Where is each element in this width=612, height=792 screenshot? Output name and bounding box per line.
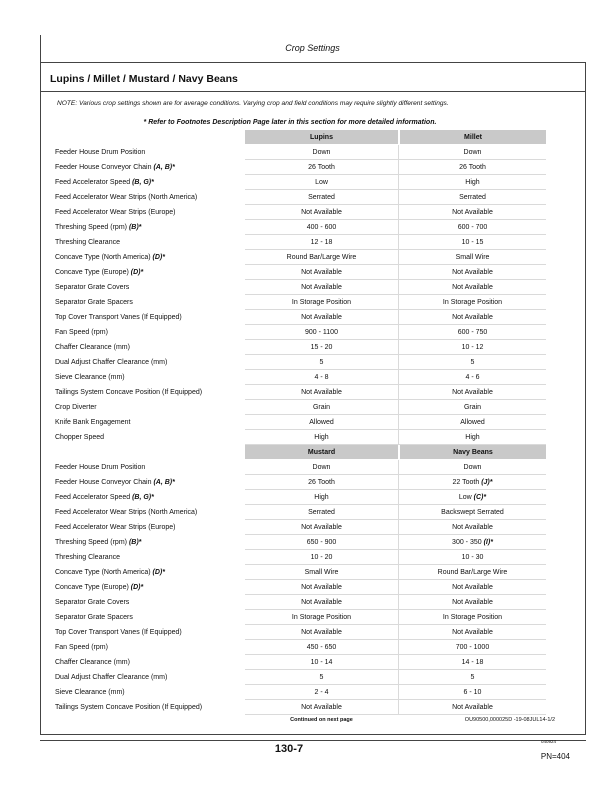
setting-label: Dual Adjust Chaffer Clearance (mm) bbox=[55, 674, 168, 681]
navy-beans-value: 6 - 10 bbox=[398, 685, 546, 700]
setting-label-cell bbox=[52, 685, 245, 700]
mustard-value: Down bbox=[245, 460, 398, 475]
setting-label: Feeder House Conveyor Chain bbox=[55, 164, 152, 171]
navy-beans-value-text: 300 - 350 bbox=[452, 539, 482, 546]
setting-label-cell bbox=[52, 505, 245, 520]
lupins-value: In Storage Position bbox=[245, 295, 398, 310]
setting-row bbox=[52, 265, 546, 280]
setting-label-cell bbox=[52, 625, 245, 640]
setting-row bbox=[52, 430, 546, 445]
setting-label: Separator Grate Covers bbox=[55, 599, 130, 606]
setting-label-cell bbox=[52, 295, 245, 310]
footnote-ref: (B)* bbox=[128, 224, 142, 231]
millet-column-header: Millet bbox=[398, 130, 546, 145]
footnote-ref: (J)* bbox=[481, 479, 493, 486]
footnote-reference-text: * Refer to Footnotes Description Page later in this section for more detailed information. bbox=[143, 119, 437, 126]
footnote-ref: (I)* bbox=[483, 539, 493, 546]
setting-label-cell bbox=[52, 475, 245, 490]
navy-beans-value: Not Available bbox=[398, 520, 546, 535]
setting-label-cell bbox=[52, 160, 245, 175]
setting-label: Concave Type (Europe) bbox=[55, 269, 129, 276]
setting-label-cell bbox=[52, 610, 245, 625]
setting-label: Feed Accelerator Wear Strips (Europe) bbox=[55, 524, 176, 531]
setting-label: Crop Diverter bbox=[55, 404, 97, 411]
navy-beans-value: Not Available bbox=[398, 595, 546, 610]
footnote-ref: (C)* bbox=[473, 494, 487, 501]
setting-row bbox=[52, 595, 546, 610]
title-divider bbox=[40, 91, 586, 92]
setting-label-cell bbox=[52, 145, 245, 160]
setting-label: Feed Accelerator Speed bbox=[55, 179, 131, 186]
setting-row bbox=[52, 160, 546, 175]
setting-label: Threshing Speed (rpm) bbox=[55, 224, 127, 231]
setting-row bbox=[52, 505, 546, 520]
setting-label-cell bbox=[52, 280, 245, 295]
setting-row bbox=[52, 145, 546, 160]
setting-label: Feed Accelerator Wear Strips (North America) bbox=[55, 509, 198, 516]
setting-row bbox=[52, 370, 546, 385]
setting-label: Tailings System Concave Position (If Equipped) bbox=[55, 704, 203, 711]
navy-beans-value-text: 22 Tooth bbox=[452, 479, 480, 486]
setting-label-cell bbox=[52, 670, 245, 685]
setting-row bbox=[52, 550, 546, 565]
millet-value: High bbox=[398, 175, 546, 190]
setting-row bbox=[52, 640, 546, 655]
footnote-ref: (D)* bbox=[130, 269, 144, 276]
setting-row bbox=[52, 655, 546, 670]
millet-value: Not Available bbox=[398, 385, 546, 400]
navy-beans-value: 700 - 1000 bbox=[398, 640, 546, 655]
footnote-ref: (A, B)* bbox=[153, 479, 175, 486]
setting-row bbox=[52, 610, 546, 625]
footnote-ref: (A, B)* bbox=[153, 164, 175, 171]
setting-label-cell bbox=[52, 175, 245, 190]
setting-row bbox=[52, 190, 546, 205]
millet-value: High bbox=[398, 430, 546, 445]
setting-label-cell bbox=[52, 460, 245, 475]
setting-label: Sieve Clearance (mm) bbox=[55, 689, 125, 696]
footnote-ref: (D)* bbox=[130, 584, 144, 591]
mustard-value: Not Available bbox=[245, 700, 398, 715]
header-blank-cell bbox=[52, 130, 245, 145]
navy-beans-value bbox=[398, 490, 546, 505]
millet-value: Down bbox=[398, 145, 546, 160]
setting-row bbox=[52, 700, 546, 715]
mustard-value: Not Available bbox=[245, 580, 398, 595]
setting-label-cell bbox=[52, 220, 245, 235]
mustard-value: 5 bbox=[245, 670, 398, 685]
setting-label-cell bbox=[52, 325, 245, 340]
mustard-value: 2 - 4 bbox=[245, 685, 398, 700]
setting-row bbox=[52, 325, 546, 340]
setting-label: Concave Type (Europe) bbox=[55, 584, 129, 591]
setting-row bbox=[52, 535, 546, 550]
setting-row bbox=[52, 565, 546, 580]
millet-value: 26 Tooth bbox=[398, 160, 546, 175]
setting-label-cell bbox=[52, 490, 245, 505]
millet-value: Not Available bbox=[398, 280, 546, 295]
lupins-value: Not Available bbox=[245, 205, 398, 220]
setting-label: Knife Bank Engagement bbox=[55, 419, 131, 426]
navy-beans-value: 14 - 18 bbox=[398, 655, 546, 670]
crop-settings-table bbox=[52, 130, 546, 715]
setting-label-cell bbox=[52, 700, 245, 715]
setting-row bbox=[52, 490, 546, 505]
setting-label-cell bbox=[52, 385, 245, 400]
mustard-value: Small Wire bbox=[245, 565, 398, 580]
running-header-title: Crop Settings bbox=[285, 43, 340, 53]
millet-value: Not Available bbox=[398, 265, 546, 280]
setting-label: Tailings System Concave Position (If Equipped) bbox=[55, 389, 203, 396]
lupins-value: 5 bbox=[245, 355, 398, 370]
millet-value: 600 - 700 bbox=[398, 220, 546, 235]
crop-header-row bbox=[52, 130, 546, 145]
setting-label-cell bbox=[52, 565, 245, 580]
footnote-ref: (B, G)* bbox=[132, 179, 154, 186]
setting-row bbox=[52, 175, 546, 190]
setting-label: Dual Adjust Chaffer Clearance (mm) bbox=[55, 359, 168, 366]
setting-row bbox=[52, 580, 546, 595]
mustard-value: High bbox=[245, 490, 398, 505]
lupins-value: Allowed bbox=[245, 415, 398, 430]
setting-label: Feed Accelerator Wear Strips (Europe) bbox=[55, 209, 176, 216]
millet-value: Serrated bbox=[398, 190, 546, 205]
lupins-value: Serrated bbox=[245, 190, 398, 205]
setting-row bbox=[52, 340, 546, 355]
setting-row bbox=[52, 280, 546, 295]
setting-label: Fan Speed (rpm) bbox=[55, 329, 108, 336]
header-blank-cell bbox=[52, 445, 245, 460]
setting-label-cell bbox=[52, 235, 245, 250]
footnote-ref: (D)* bbox=[152, 254, 165, 261]
setting-label: Chaffer Clearance (mm) bbox=[55, 659, 130, 666]
setting-label: Separator Grate Spacers bbox=[55, 614, 133, 621]
setting-label: Feed Accelerator Wear Strips (North America) bbox=[55, 194, 198, 201]
mustard-column-header: Mustard bbox=[245, 445, 398, 460]
setting-label-cell bbox=[52, 430, 245, 445]
navy-beans-value: Backswept Serrated bbox=[398, 505, 546, 520]
pn-number: PN=404 bbox=[540, 752, 570, 761]
setting-label-cell bbox=[52, 355, 245, 370]
setting-row bbox=[52, 670, 546, 685]
print-code: 040924 bbox=[540, 739, 556, 744]
millet-value: Not Available bbox=[398, 310, 546, 325]
setting-label-cell bbox=[52, 595, 245, 610]
mustard-value: 450 - 650 bbox=[245, 640, 398, 655]
lupins-value: 4 - 8 bbox=[245, 370, 398, 385]
setting-label: Separator Grate Covers bbox=[55, 284, 130, 291]
lupins-value: Grain bbox=[245, 400, 398, 415]
mustard-value: 650 - 900 bbox=[245, 535, 398, 550]
crop-header-row bbox=[52, 445, 546, 460]
setting-label: Concave Type (North America) bbox=[55, 254, 151, 261]
navy-beans-value bbox=[398, 475, 546, 490]
setting-label-cell bbox=[52, 190, 245, 205]
setting-row bbox=[52, 295, 546, 310]
mustard-value: 10 - 14 bbox=[245, 655, 398, 670]
navy-beans-value: 10 - 30 bbox=[398, 550, 546, 565]
millet-value: Small Wire bbox=[398, 250, 546, 265]
millet-value: Not Available bbox=[398, 205, 546, 220]
setting-label: Top Cover Transport Vanes (If Equipped) bbox=[55, 314, 182, 321]
page-number: 130-7 bbox=[274, 743, 304, 755]
setting-label-cell bbox=[52, 580, 245, 595]
setting-label: Chaffer Clearance (mm) bbox=[55, 344, 130, 351]
setting-row bbox=[52, 685, 546, 700]
setting-row bbox=[52, 520, 546, 535]
setting-row bbox=[52, 385, 546, 400]
setting-row bbox=[52, 250, 546, 265]
setting-label-cell bbox=[52, 400, 245, 415]
note-text: NOTE: Various crop settings shown are for average conditions. Varying crop and field conditions may require slightly different settings. bbox=[57, 100, 449, 107]
lupins-value: Not Available bbox=[245, 280, 398, 295]
mustard-value: Not Available bbox=[245, 625, 398, 640]
mustard-value: In Storage Position bbox=[245, 610, 398, 625]
millet-value: 5 bbox=[398, 355, 546, 370]
mustard-value: Serrated bbox=[245, 505, 398, 520]
lupins-column-header: Lupins bbox=[245, 130, 398, 145]
millet-value: Grain bbox=[398, 400, 546, 415]
lupins-value: Not Available bbox=[245, 265, 398, 280]
millet-value: 10 - 15 bbox=[398, 235, 546, 250]
setting-label: Threshing Speed (rpm) bbox=[55, 539, 127, 546]
continued-notice: Continued on next page bbox=[290, 717, 353, 723]
setting-label: Feed Accelerator Speed bbox=[55, 494, 131, 501]
navy-beans-value: Not Available bbox=[398, 700, 546, 715]
setting-label-cell bbox=[52, 535, 245, 550]
millet-value: 4 - 6 bbox=[398, 370, 546, 385]
setting-label-cell bbox=[52, 655, 245, 670]
setting-label: Chopper Speed bbox=[55, 434, 105, 441]
lupins-value: Round Bar/Large Wire bbox=[245, 250, 398, 265]
setting-label: Threshing Clearance bbox=[55, 554, 120, 561]
setting-label-cell bbox=[52, 340, 245, 355]
setting-label: Fan Speed (rpm) bbox=[55, 644, 108, 651]
setting-label-cell bbox=[52, 205, 245, 220]
navy-beans-value: Not Available bbox=[398, 625, 546, 640]
navy-beans-column-header: Navy Beans bbox=[398, 445, 546, 460]
setting-label-cell bbox=[52, 250, 245, 265]
document-reference-code: OU90500,000025D -19-08JUL14-1/2 bbox=[464, 717, 555, 723]
setting-label: Top Cover Transport Vanes (If Equipped) bbox=[55, 629, 182, 636]
lupins-value: Not Available bbox=[245, 385, 398, 400]
setting-label-cell bbox=[52, 265, 245, 280]
lupins-value: High bbox=[245, 430, 398, 445]
setting-label-cell bbox=[52, 520, 245, 535]
lupins-value: Down bbox=[245, 145, 398, 160]
setting-label: Feeder House Drum Position bbox=[55, 464, 146, 471]
setting-row bbox=[52, 400, 546, 415]
navy-beans-value: In Storage Position bbox=[398, 610, 546, 625]
setting-label: Threshing Clearance bbox=[55, 239, 120, 246]
lupins-value: Low bbox=[245, 175, 398, 190]
lupins-value: 900 - 1100 bbox=[245, 325, 398, 340]
millet-value: In Storage Position bbox=[398, 295, 546, 310]
section-title: Lupins / Millet / Mustard / Navy Beans bbox=[50, 73, 238, 85]
setting-row bbox=[52, 220, 546, 235]
lupins-value: 15 - 20 bbox=[245, 340, 398, 355]
setting-row bbox=[52, 625, 546, 640]
lupins-value: 26 Tooth bbox=[245, 160, 398, 175]
navy-beans-value: Not Available bbox=[398, 580, 546, 595]
mustard-value: Not Available bbox=[245, 595, 398, 610]
setting-label-cell bbox=[52, 370, 245, 385]
setting-row bbox=[52, 415, 546, 430]
setting-row bbox=[52, 475, 546, 490]
footnote-ref: (B, G)* bbox=[132, 494, 154, 501]
lupins-value: 12 - 18 bbox=[245, 235, 398, 250]
mustard-value: 26 Tooth bbox=[245, 475, 398, 490]
setting-row bbox=[52, 310, 546, 325]
setting-row bbox=[52, 235, 546, 250]
millet-value: 10 - 12 bbox=[398, 340, 546, 355]
setting-label: Feeder House Drum Position bbox=[55, 149, 146, 156]
setting-label-cell bbox=[52, 415, 245, 430]
navy-beans-value: 5 bbox=[398, 670, 546, 685]
setting-row bbox=[52, 205, 546, 220]
setting-row bbox=[52, 460, 546, 475]
lupins-value: Not Available bbox=[245, 310, 398, 325]
footer-divider bbox=[40, 740, 586, 741]
footnote-ref: (B)* bbox=[128, 539, 142, 546]
setting-label: Sieve Clearance (mm) bbox=[55, 374, 125, 381]
navy-beans-value-text: Low bbox=[458, 494, 472, 501]
navy-beans-value: Down bbox=[398, 460, 546, 475]
navy-beans-value: Round Bar/Large Wire bbox=[398, 565, 546, 580]
setting-label-cell bbox=[52, 310, 245, 325]
mustard-value: 10 - 20 bbox=[245, 550, 398, 565]
setting-label: Concave Type (North America) bbox=[55, 569, 151, 576]
navy-beans-value bbox=[398, 535, 546, 550]
lupins-value: 400 - 600 bbox=[245, 220, 398, 235]
millet-value: 600 - 750 bbox=[398, 325, 546, 340]
setting-label: Separator Grate Spacers bbox=[55, 299, 133, 306]
setting-label: Feeder House Conveyor Chain bbox=[55, 479, 152, 486]
setting-label-cell bbox=[52, 640, 245, 655]
millet-value: Allowed bbox=[398, 415, 546, 430]
mustard-value: Not Available bbox=[245, 520, 398, 535]
setting-label-cell bbox=[52, 550, 245, 565]
footnote-ref: (D)* bbox=[152, 569, 165, 576]
setting-row bbox=[52, 355, 546, 370]
